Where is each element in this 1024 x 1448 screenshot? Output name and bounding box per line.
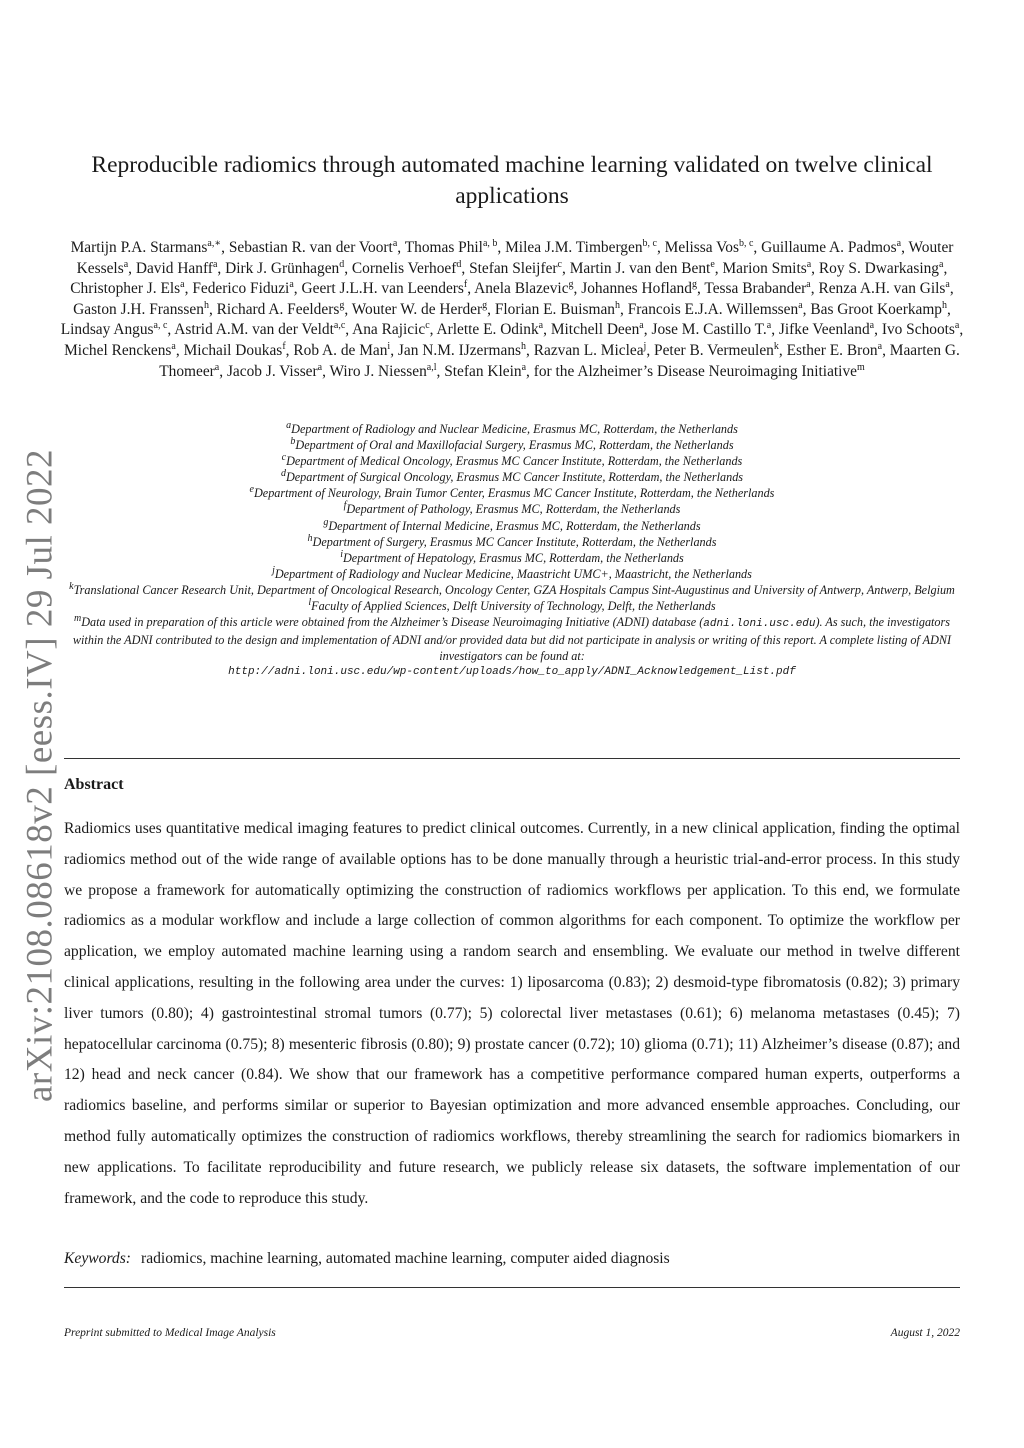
author-affiliation-mark: a: [806, 258, 812, 270]
affiliation: [60, 582, 964, 598]
author: [495, 301, 620, 318]
author: [819, 260, 944, 277]
keywords-text: radiomics, machine learning, automated machine learning, computer aided diagnosis: [141, 1250, 670, 1267]
author-affiliation-mark: a: [214, 361, 220, 373]
affiliation-mark: h: [307, 532, 313, 544]
author: [818, 280, 949, 297]
affiliation-text: Faculty of Applied Sciences, Delft University of Technology, Delft, the Netherlands: [311, 599, 716, 614]
author-affiliation-mark: a,c: [333, 320, 346, 332]
author-affiliation-mark: e: [710, 258, 715, 270]
author: [787, 342, 883, 359]
author: [352, 260, 461, 277]
author-affiliation-mark: h: [942, 299, 948, 311]
author-affiliation-mark: a: [798, 299, 803, 311]
author-affiliation-mark: c: [557, 258, 562, 270]
author-affiliation-mark: g: [568, 279, 574, 291]
author-name: Tessa Brabander: [704, 280, 807, 298]
author-affiliation-mark: a: [806, 279, 811, 291]
author: [654, 342, 779, 359]
author: [505, 239, 657, 256]
author-affiliation-mark: f: [282, 340, 286, 352]
author-affiliation-mark: a: [212, 258, 218, 270]
author: [61, 321, 168, 338]
author-affiliation-mark: g: [339, 299, 345, 311]
author-name: Gaston J.H. Franssen: [73, 300, 204, 318]
author-affiliation-mark: a, c: [153, 320, 168, 332]
author-affiliation-mark: a: [317, 361, 323, 373]
author: [73, 301, 209, 318]
author-affiliation-mark: a: [289, 279, 294, 291]
author-name: Lindsay Angus: [60, 321, 154, 339]
abstract-body: Radiomics uses quantitative medical imaging features to predict clinical outcomes. Currently, in a new clinical application, finding the optimal radiomics method out of the wide range of available options has to be done manually through a heuristic trial-and-error process. In this study we propose a framework for automatically optimizing the construction of radiomics workflows per application. To this end, we formulate radiomics as a modular workflow and include a large collection of common algorithms for each component. To optimize the workflow per application, we employ automated machine learning using a random search and ensembling. We evaluate our method in twelve different clinical applications, resulting in the following area under the curves: 1) liposarcoma (0.83); 2) desmoid-type fibromatosis (0.82); 3) primary liver tumors (0.80); 4) gastrointestinal stromal tumors (0.77); 5) colorectal liver metastases (0.61); 6) melanoma metastases (0.45); 7) hepatocellular carcinoma (0.75); 8) mesenteric fibrosis (0.80); 9) prostate cancer (0.72); 10) glioma (0.71); 11) Alzheimer’s disease (0.87); and 12) head and neck cancer (0.84). We show that our framework has a competitive performance compared human experts, outperforms a radiomics baseline, and performs similar or superior to Bayesian optimization and more advanced ensemble approaches. Concluding, our method fully automatically optimizes the construction of radiomics workflows, thereby streamlining the search for radiomics biomarkers in new applications. To facilitate reproducibility and future research, we publicly release six datasets, the software implementation of our framework, and the code to reproduce this study.: [64, 820, 960, 1207]
affiliation-text: Department of Medical Oncology, Erasmus MC Cancer Institute, Rotterdam, the Netherlands: [286, 454, 743, 469]
author-affiliation-mark: j: [643, 340, 647, 352]
author-name: Esther E. Bron: [786, 341, 878, 359]
author: [469, 260, 562, 277]
author: [779, 321, 874, 338]
author-name: Ana Rajicic: [352, 321, 426, 339]
author-name: Geert J.L.H. van Leenders: [301, 280, 464, 298]
author-name: Michail Doukas: [183, 341, 283, 359]
affiliation-text: Department of Surgery, Erasmus MC Cancer Institute, Rotterdam, the Netherlands: [312, 534, 717, 549]
author-name: Ivo Schoots: [881, 321, 955, 339]
affiliation-mark: k: [69, 580, 74, 592]
author-affiliation-mark: a, b: [482, 237, 498, 249]
author-name: Razvan L. Miclea: [533, 341, 644, 359]
author: [882, 321, 960, 338]
author-name: Anela Blazevic: [474, 280, 569, 298]
author-name: Maarten G. Thomeer: [159, 341, 960, 380]
author-name: Rob A. de Man: [293, 341, 388, 359]
author-name: Wouter W. de Herder: [351, 300, 483, 318]
author-affiliation-mark: i: [387, 340, 391, 352]
author-affiliation-mark: a: [954, 320, 960, 332]
author: [651, 321, 771, 338]
author: [444, 363, 526, 380]
author: [217, 301, 345, 318]
author-name: Johannes Hofland: [581, 280, 692, 298]
author-name: Federico Fiduzi: [192, 280, 290, 298]
author: [810, 301, 947, 318]
author-affiliation-mark: m: [856, 361, 865, 373]
author-name: Jose M. Castillo T.: [651, 321, 767, 339]
author-affiliation-mark: g: [691, 279, 697, 291]
author-affiliation-mark: h: [614, 299, 620, 311]
author: [352, 301, 487, 318]
affiliation-text: Department of Neurology, Brain Tumor Center, Erasmus MC Cancer Institute, Rotterdam, the Netherlands: [254, 486, 775, 501]
author: [225, 260, 344, 277]
affiliation-mark: e: [249, 484, 254, 496]
author-name: Thomas Phil: [404, 239, 483, 256]
affiliation-mark: c: [281, 452, 287, 464]
footer-date: August 1, 2022: [890, 1327, 960, 1339]
affiliation-mark: b: [290, 436, 296, 448]
affiliation: [60, 534, 964, 550]
author-affiliation-mark: a,∗: [207, 237, 222, 249]
author: [136, 260, 218, 277]
author: [398, 342, 526, 359]
author-name: Michel Renckens: [64, 341, 172, 359]
author-name: Stefan Sleijfer: [469, 259, 558, 277]
author-affiliation-mark: a: [945, 279, 950, 291]
author: [352, 321, 430, 338]
author: [227, 363, 322, 380]
author-affiliation-mark: c: [425, 320, 430, 332]
adni-database-link[interactable]: adni.loni.usc.edu: [703, 618, 816, 631]
abstract-heading: Abstract: [64, 776, 124, 793]
keywords-line: [64, 1250, 670, 1268]
author: [474, 280, 573, 297]
author-name: Cornelis Verhoef: [351, 259, 457, 277]
affiliation-mark: l: [308, 596, 312, 608]
author-name: Wouter Kessels: [76, 239, 954, 277]
affiliation: [60, 501, 964, 517]
author-name: Marion Smits: [722, 259, 807, 277]
author-affiliation-mark: f: [463, 279, 468, 291]
author-name: Guillaume A. Padmos: [761, 239, 897, 256]
affiliation-list: [60, 421, 964, 681]
affiliation-mark: m: [73, 613, 82, 625]
author: [437, 321, 544, 338]
author-list: Martijn P.A. Starmans$^{a,∗}$, Sebastian R. van der Voort$^a$, Thomas Phil$^{a, b}$, Milea J.M. Timbergen$^{b, c}$, Melissa Vos$^{b, c}$, Guillaume A. Padmos$^a$, Wouter Kessels$^a$, David Hanff$^a$, Dirk J. Grünhagen$^d$, Cornelis Verhoef$^d$, Stefan Sleijfer$^c$, Martin J. van den Bent$^e$, Marion Smits$^a$, Roy S. Dwarkasing$^a$, Christopher J. Els$^a$, Federico Fiduzi$^a$, Geert J.L.H. van Leenders$^f$, Anela Blazevic$^g$, Johannes Hofland$^g$, Tessa Brabander$^a$, Renza A.H. van Gils$^a$, Gaston J.H. Franssen$^h$, Richard A. Feelders$^g$, Wouter W. de Herder$^g$, Florian E. Buisman$^h$, Francois E.J.A. Willemssen$^a$, Bas Groot Koerkamp$^h$, Lindsay Angus$^{a, c}$, Astrid A.M. van der Veldt$^{a,c}$, Ana Rajicic$^c$, Arlette E. Odink$^a$, Mitchell Deen$^a$, Jose M. Castillo T.$^a$, Jifke Veenland$^a$, Ivo Schoots$^a$, Michel Renckens$^a$, Michail Doukas$^f$, Rob A. de Man$^i$, Jan N.M. IJzermans$^h$, Razvan L. Miclea$^j$, Peter B. Vermeulen$^k$, Esther E. Bron$^a$, Maarten G. Thomeer$^a$, Jacob J. Visser$^a$, Wiro J. Niessen$^{a,l}$, Stefan Klein$^a$, for the Alzheimer’s Disease Neuroimaging Initiative$^m$: [60, 237, 964, 380]
adni-acknowledgement-link[interactable]: http://adni.loni.usc.edu/wp-content/uploads/how_to_apply/ADNI_Acknowledgement_List.pdf: [228, 666, 796, 679]
author-name: Astrid A.M. van der Veldt: [174, 321, 334, 339]
affiliation: [60, 453, 964, 469]
author-affiliation-mark: a: [538, 320, 544, 332]
author-name: Jan N.M. IJzermans: [397, 341, 522, 359]
author-name: Sebastian R. van der Voort: [228, 239, 393, 256]
author-affiliation-mark: a: [171, 340, 176, 352]
author: [534, 342, 647, 359]
author: [229, 239, 397, 256]
footer-submission-note: Preprint submitted to Medical Image Analysis: [64, 1327, 276, 1339]
affiliation-mark: g: [323, 516, 329, 528]
author-affiliation-mark: k: [773, 340, 779, 352]
adni-note-text: ). As such, the investigators within the ADNI contributed to the design and implementation of ADNI and/or provided data but did not participate in analysis or writing of this report. A complete listing of ADNI investigators can be found at:: [72, 615, 952, 664]
abstract-top-rule: [64, 758, 960, 759]
author-name: Renza A.H. van Gils: [818, 280, 946, 298]
author: [628, 301, 803, 318]
author-name: Peter B. Vermeulen: [654, 341, 774, 359]
affiliation-text: Department of Radiology and Nuclear Medicine, Maastricht UMC+, Maastricht, the Netherlands: [274, 566, 752, 581]
affiliation-text: Translational Cancer Research Unit, Department of Oncological Research, Oncology Center, GZA Hospitals Campus Sint-Augustinus and University of Antwerp, Antwerp, Belgium: [73, 582, 955, 597]
author: [761, 239, 901, 256]
author-affiliation-mark: a: [123, 258, 129, 270]
author: [722, 260, 811, 277]
affiliation-text: Department of Hepatology, Erasmus MC, Rotterdam, the Netherlands: [343, 550, 684, 565]
author: [330, 363, 437, 380]
abstract-bottom-rule: [64, 1287, 960, 1288]
author: [704, 280, 810, 297]
affiliation-mark: f: [343, 500, 347, 512]
affiliation-text: Department of Oral and Maxillofacial Surgery, Erasmus MC, Rotterdam, the Netherlands: [295, 438, 734, 453]
author-affiliation-mark: a: [869, 320, 875, 332]
author-affiliation-mark: b, c: [738, 237, 754, 249]
author-name: Arlette E. Odink: [436, 321, 539, 339]
affiliation-mark: j: [272, 564, 275, 576]
author-name: Christopher J. Els: [70, 280, 181, 298]
affiliation-text: Department of Surgical Oncology, Erasmus MC Cancer Institute, Rotterdam, the Netherlands: [285, 470, 744, 485]
paper-title: Reproducible radiomics through automated machine learning validated on twelve clinical applications: [91, 152, 933, 209]
affiliation: [60, 518, 964, 534]
author: [551, 321, 644, 338]
author: [70, 280, 184, 297]
author: [174, 321, 345, 338]
author-name: Richard A. Feelders: [216, 300, 340, 318]
author: [64, 342, 176, 359]
author-name: Martijn P.A. Starmans: [70, 239, 208, 256]
affiliation: [60, 437, 964, 453]
affiliation-mark: d: [280, 468, 286, 480]
author-affiliation-mark: h: [203, 299, 209, 311]
author-name: Florian E. Buisman: [494, 300, 615, 318]
author-affiliation-mark: a,l: [426, 361, 437, 373]
affiliation: [60, 485, 964, 501]
author-name: Jifke Veenland: [778, 321, 870, 339]
author-affiliation-mark: a: [639, 320, 644, 332]
author-affiliation-mark: d: [456, 258, 462, 270]
author: [405, 239, 498, 256]
author-affiliation-mark: d: [339, 258, 345, 270]
author-affiliation-mark: a: [392, 237, 398, 249]
affiliation-text: Department of Pathology, Erasmus MC, Rotterdam, the Netherlands: [346, 502, 681, 517]
affiliation: [60, 598, 964, 614]
author-name: Francois E.J.A. Willemssen: [627, 300, 799, 318]
keywords-label: Keywords:: [64, 1250, 131, 1267]
affiliation: [60, 566, 964, 582]
affiliation-text: Department of Radiology and Nuclear Medicine, Erasmus MC, Rotterdam, the Netherlands: [291, 422, 738, 436]
author-affiliation-mark: a: [766, 320, 772, 332]
author-group: for the Alzheimer’s Disease Neuroimaging Initiative: [533, 362, 857, 380]
author-name: Stefan Klein: [444, 362, 522, 380]
author-name: Mitchell Deen: [550, 321, 640, 339]
author-affiliation-mark: a: [180, 279, 185, 291]
author-affiliation-mark: b, c: [642, 237, 657, 249]
affiliation: [60, 469, 964, 485]
author: [570, 260, 715, 277]
author-affiliation-mark: a: [521, 361, 527, 373]
author-affiliation-mark: h: [521, 340, 527, 352]
author-name: David Hanff: [135, 259, 213, 277]
author: [192, 280, 293, 297]
adni-note: [60, 614, 964, 680]
author-affiliation-mark: a: [939, 258, 944, 270]
author: [581, 280, 697, 297]
author-name: Melissa Vos: [664, 239, 739, 256]
author: [293, 342, 390, 359]
author-name: Wiro J. Niessen: [329, 362, 427, 380]
author-name: Jacob J. Visser: [226, 362, 318, 380]
author-name: Bas Groot Koerkamp: [810, 300, 943, 318]
affiliation-mark: a: [286, 419, 292, 431]
adni-note-text: Data used in preparation of this article were obtained from the Alzheimer’s Disease Neuroimaging Initiative (ADNI) database (: [81, 615, 704, 630]
author-affiliation-mark: g: [482, 299, 488, 311]
author-affiliation-mark: a: [896, 237, 902, 249]
author: [302, 280, 468, 297]
affiliation: [60, 550, 964, 566]
affiliation-text: Department of Internal Medicine, Erasmus MC, Rotterdam, the Netherlands: [328, 518, 701, 533]
author-name: Dirk J. Grünhagen: [225, 259, 340, 277]
author-name: Milea J.M. Timbergen: [505, 239, 643, 256]
arxiv-identifier: arXiv:2108.08618v2 [eess.IV] 29 Jul 2022: [19, 448, 61, 1102]
author: [71, 239, 222, 256]
author-name: Martin J. van den Bent: [569, 259, 711, 277]
author-affiliation-mark: a: [877, 340, 883, 352]
affiliation: [60, 421, 964, 437]
author-name: Roy S. Dwarkasing: [818, 259, 940, 277]
author: [184, 342, 286, 359]
affiliation-mark: i: [340, 548, 343, 560]
author: [665, 239, 754, 256]
